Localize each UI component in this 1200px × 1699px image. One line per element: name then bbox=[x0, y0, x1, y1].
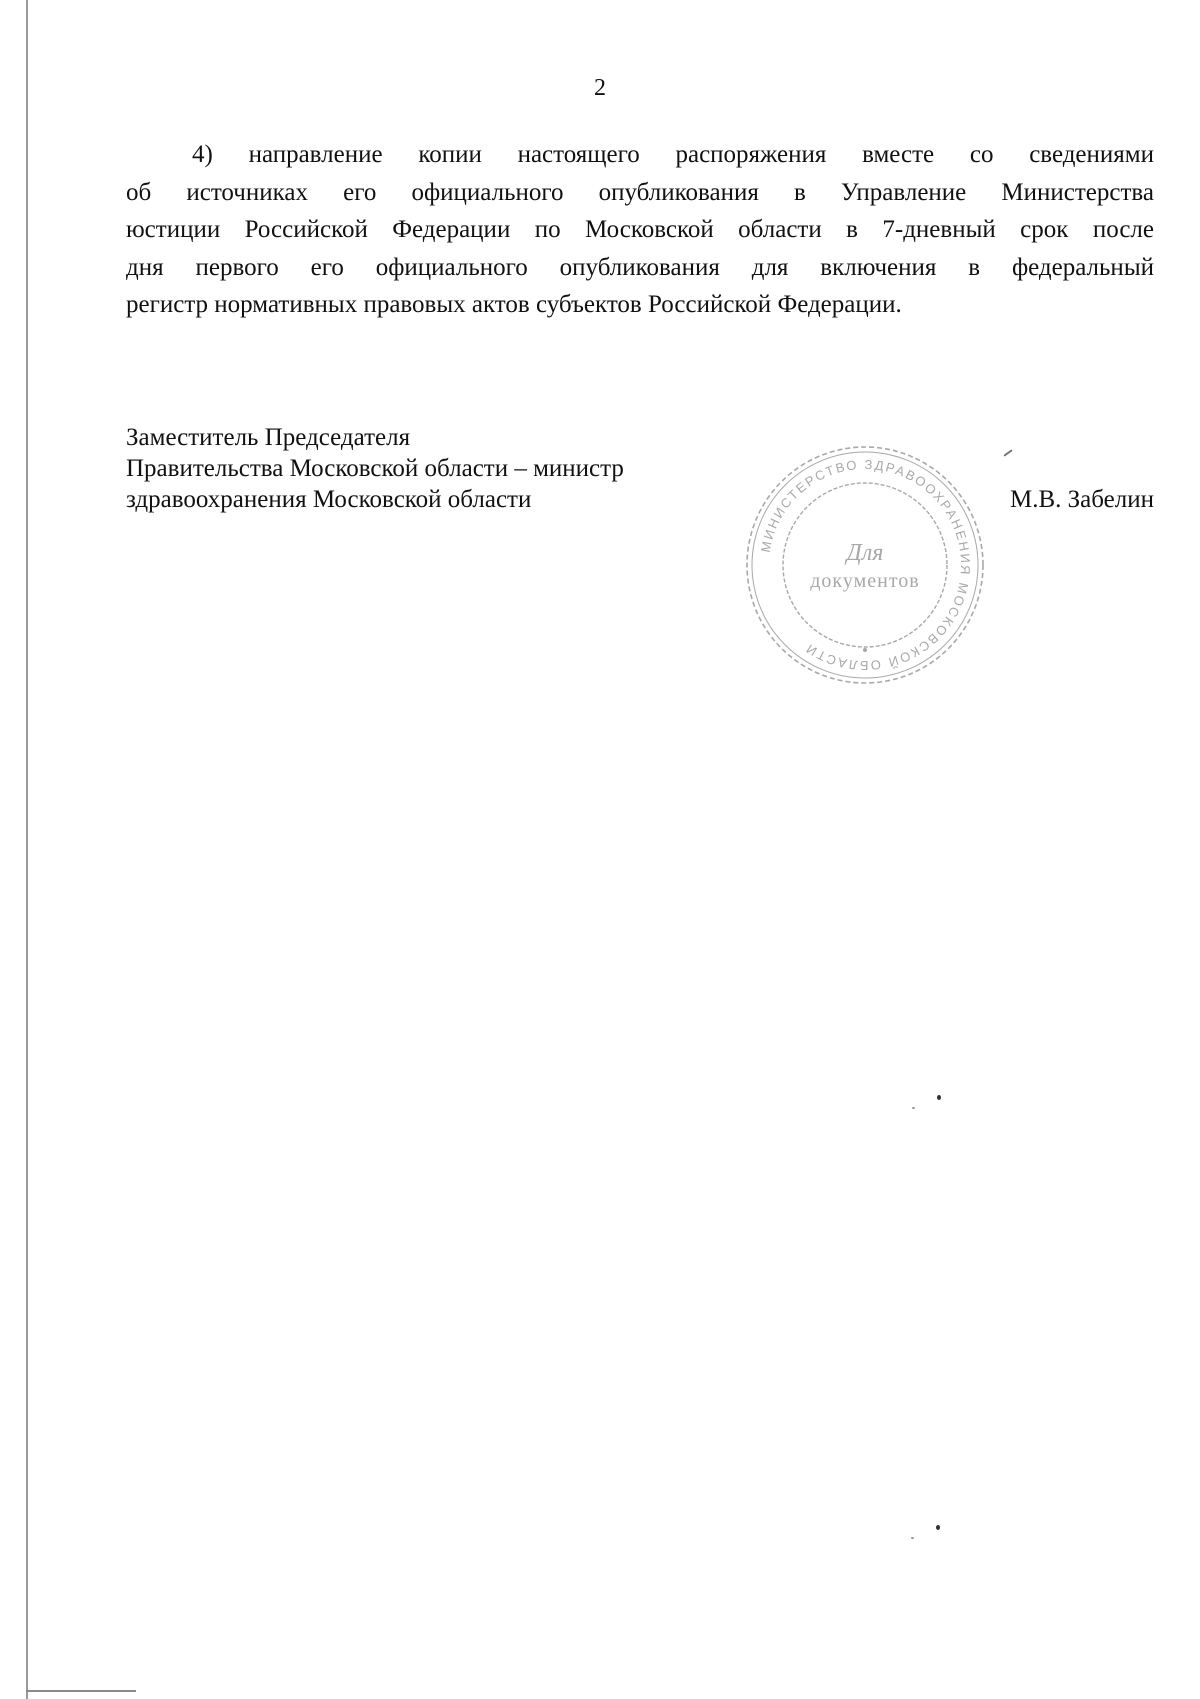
signatory-title bbox=[126, 422, 624, 515]
page-number: 2 bbox=[594, 75, 606, 101]
paragraph-line: юстиции Российской Федерации по Московской области в 7-дневный срок после bbox=[126, 216, 1154, 243]
signatory-title-line: Заместитель Председателя bbox=[126, 424, 411, 451]
signatory-title-line: Правительства Московской области – министр bbox=[126, 455, 624, 482]
seal-center-text-1: Для bbox=[846, 540, 884, 566]
paragraph-4 bbox=[126, 136, 1154, 324]
scan-speck bbox=[912, 1107, 915, 1109]
scan-speck bbox=[936, 1525, 940, 1530]
signatory-name: М.В. Забелин bbox=[1010, 486, 1154, 513]
page-bottom-edge bbox=[26, 1690, 136, 1692]
paragraph-line: об источниках его официального опубликования в Управление Министерства bbox=[126, 178, 1154, 206]
scan-speck bbox=[937, 1095, 941, 1100]
page-left-edge bbox=[26, 0, 28, 1699]
paragraph-line: дня первого его официального опубликования для включения в федеральный bbox=[126, 253, 1154, 281]
seal-center-text-2: документов bbox=[810, 570, 920, 592]
paragraph-line: регистр нормативных правовых актов субъектов Российской Федерации. bbox=[126, 291, 902, 318]
official-seal bbox=[740, 440, 990, 690]
scan-speck bbox=[1003, 449, 1012, 456]
signatory-title-line: здравоохранения Московской области bbox=[126, 486, 532, 513]
paragraph-line: 4) направление копии настоящего распоряжения вместе со сведениями bbox=[192, 141, 1154, 168]
seal-dot bbox=[863, 648, 867, 652]
scan-speck bbox=[911, 1537, 914, 1539]
seal-ring-text: МИНИСТЕРСТВО ЗДРАВООХРАНЕНИЯ МОСКОВСКОЙ ОБЛАСТИ bbox=[757, 456, 974, 674]
